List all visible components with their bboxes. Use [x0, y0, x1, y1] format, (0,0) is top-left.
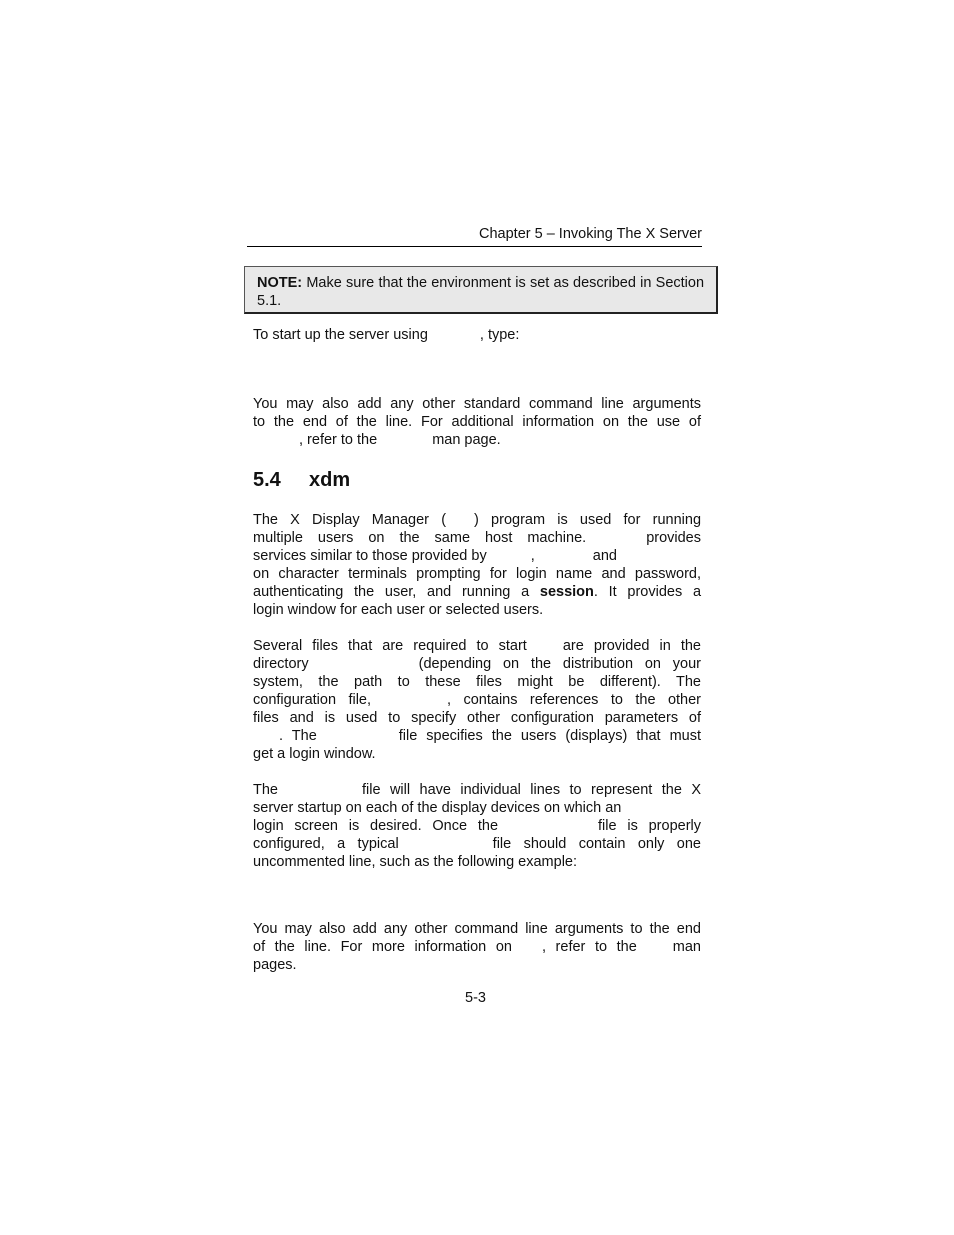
text-span: ) program is used for running — [474, 512, 702, 528]
paragraph-required-files — [253, 637, 701, 763]
chapter-title: Chapter 5 – Invoking The X Server — [479, 226, 702, 242]
note-box — [244, 266, 718, 314]
text-line: uncommented line, such as the following example: — [253, 854, 578, 870]
paragraph-standard-arguments — [253, 395, 701, 449]
text-span: , contains references to the other — [447, 692, 701, 708]
text-line: on character terminals prompting for login name and password, — [253, 566, 701, 582]
text-span: configured, a typical — [253, 836, 399, 852]
paragraph-xservers-file — [253, 781, 701, 871]
text-span: directory — [253, 656, 309, 672]
text-line: server startup on each of the display devices on which an — [253, 800, 622, 816]
page-number: 5-3 — [465, 990, 486, 1006]
text-span: man — [672, 939, 701, 955]
text-span: authenticating the user, and running a — [253, 584, 530, 600]
text-line: You may also add any other standard command line arguments — [253, 396, 701, 412]
text-span: and — [592, 548, 617, 564]
note-label: NOTE: — [257, 275, 303, 291]
text-span: . The — [279, 728, 317, 744]
text-line: login window for each user or selected users. — [253, 602, 544, 618]
text-span: multiple users on the same host machine. — [253, 530, 587, 546]
text-span: file is properly — [598, 818, 702, 834]
text-span: , type: — [479, 327, 520, 343]
text-span: The X Display Manager ( — [253, 512, 447, 528]
section-heading — [253, 469, 350, 492]
text-line: pages. — [253, 957, 297, 973]
text-span: , refer to the — [299, 432, 378, 448]
text-span: services similar to those provided by — [253, 548, 487, 564]
text-span: To start up the server using — [253, 327, 428, 343]
text-span: man page. — [432, 432, 501, 448]
text-span: file specifies the users (displays) that must — [398, 728, 702, 744]
text-line: system, the path to these files might be different). The — [253, 674, 701, 690]
note-text: Make sure that the environment is set as described in Section 5.1. — [257, 275, 705, 309]
paragraph-xdm-intro — [253, 511, 701, 619]
bold-term: session — [539, 584, 594, 600]
text-line: You may also add any other command line arguments to the end — [253, 921, 701, 937]
text-span: configuration file, — [253, 692, 372, 708]
text-line: files and is used to specify other configuration parameters of — [253, 710, 701, 726]
text-span: login screen is desired. Once the — [253, 818, 499, 834]
text-span: The — [253, 782, 278, 798]
text-line: to the end of the line. For additional information on the use of — [253, 414, 701, 430]
section-title: xdm — [309, 469, 351, 491]
text-span: , refer to the — [541, 939, 637, 955]
text-span: , — [530, 548, 535, 564]
text-line: get a login window. — [253, 746, 376, 762]
text-span: are provided in the — [562, 638, 701, 654]
text-span: file should contain only one — [492, 836, 701, 852]
text-span: file will have individual lines to represent the X — [362, 782, 701, 798]
text-span: (depending on the distribution on your — [418, 656, 701, 672]
text-span: of the line. For more information on — [253, 939, 512, 955]
running-header — [247, 226, 702, 247]
text-span: . It provides a — [593, 584, 702, 600]
section-number: 5.4 — [253, 469, 281, 491]
text-span: Several files that are required to start — [253, 638, 527, 654]
paragraph-more-arguments — [253, 920, 701, 974]
paragraph-start-server — [253, 326, 701, 344]
text-span: provides — [646, 530, 701, 546]
